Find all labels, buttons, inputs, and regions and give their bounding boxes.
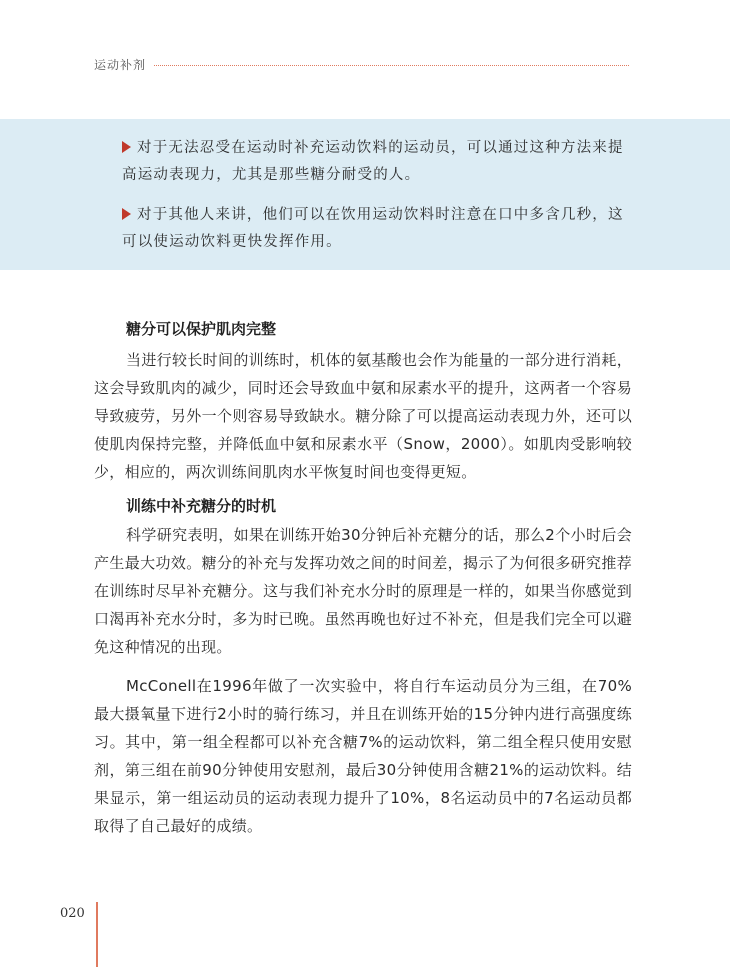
chapter-title: 运动补剂	[94, 57, 147, 72]
tip-callout-box	[0, 119, 730, 270]
page-margin-bar	[96, 902, 98, 967]
callout-item	[122, 202, 632, 256]
callout-item-text: 对于无法忍受在运动时补充运动饮料的运动员，可以通过这种方法来提高运动表现力，尤其是那些糖分耐受的人。	[122, 140, 624, 183]
header-dotted-rule	[154, 65, 629, 66]
callout-item-text: 对于其他人来讲，他们可以在饮用运动饮料时注意在口中多含几秒，这可以使运动饮料更快发挥作用。	[122, 207, 624, 250]
body-paragraph: McConell在1996年做了一次实验中，将自行车运动员分为三组，在70%最大摄氧量下进行2小时的骑行练习，并且在训练开始的15分钟内进行高强度练习。其中，第一组全程都可以补充含糖7%的运动饮料，第二组全程只使用安慰剂，第三组在前90分钟使用安慰剂，最后30分钟使用含糖21%的运动饮料。结果显示，第一组运动员的运动表现力提升了10%，8名运动员中的7名运动员都取得了自己最好的成绩。	[94, 677, 632, 835]
triangle-bullet-icon	[122, 208, 131, 220]
body-paragraph: 科学研究表明，如果在训练开始30分钟后补充糖分的话，那么2个小时后会产生最大功效。糖分的补充与发挥功效之间的时间差，揭示了为何很多研究推荐在训练时尽早补充糖分。这与我们补充水分时的原理是一样的，如果当你感觉到口渴再补充水分时，多为时已晚。虽然再晚也好过不补充，但是我们完全可以避免这种情况的出现。	[94, 526, 632, 656]
body-paragraph: 当进行较长时间的训练时，机体的氨基酸也会作为能量的一部分进行消耗，这会导致肌肉的减少，同时还会导致血中氨和尿素水平的提升，这两者一个容易导致疲劳，另外一个则容易导致缺水。糖分除了可以提高运动表现力外，还可以使肌肉保持完整，并降低血中氨和尿素水平（Snow，2000）。如肌肉受影响较少，相应的，两次训练间肌肉水平恢复时间也变得更短。	[94, 351, 632, 481]
callout-item	[122, 135, 632, 189]
section-heading: 训练中补充糖分的时机	[126, 497, 277, 515]
running-header	[94, 54, 629, 74]
page-number: 020	[60, 906, 85, 921]
section-heading: 糖分可以保护肌肉完整	[126, 320, 277, 338]
triangle-bullet-icon	[122, 141, 131, 153]
